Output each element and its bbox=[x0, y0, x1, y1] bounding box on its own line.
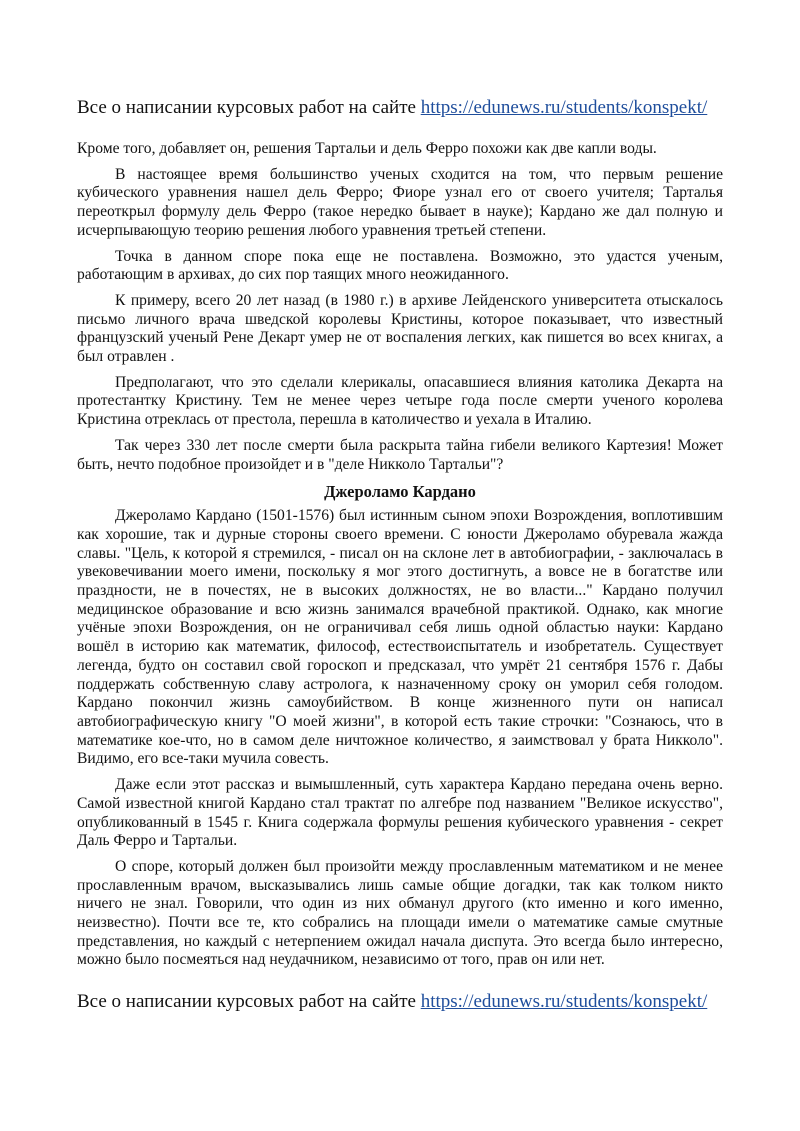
paragraph: Кроме того, добавляет он, решения Тартальи и дель Ферро похожи как две капли воды. bbox=[77, 140, 657, 157]
header-link[interactable]: https://edunews.ru/students/konspekt/ bbox=[420, 97, 708, 118]
footer-text: Все о написании курсовых работ на сайте bbox=[77, 991, 421, 1012]
page-footer bbox=[77, 990, 737, 1014]
page-header bbox=[77, 96, 737, 120]
document-body bbox=[77, 140, 723, 977]
header-text: Все о написании курсовых работ на сайте bbox=[77, 97, 421, 118]
section-title: Джероламо Кардано bbox=[324, 482, 476, 502]
paragraph: В настоящее время большинство ученых сходится на том, что первым решение кубического уравнения нашел дель Ферро; Фиоре узнал его от своего учителя; Тарталья переоткрыл формулу дель Ферро (такое нередко бывает в науке); Кардано же дал полную и исчерпывающую теорию решения любого уравнения третьей степени. bbox=[77, 165, 723, 239]
paragraph: О споре, который должен был произойти между прославленным математиком и не менее прославленным врачом, высказывались лишь самые общие догадки, так как толком никто ничего не знал. Говорили, что один из них обманул другого (кто именно и кого именно, неизвестно). Почти все те, кто собрались на площади имели о математике самые смутные представления, но каждый с нетерпением ожидал начала диспута. Это всегда было интересно, можно было посмеяться над неудачником, независимо от того, прав он или нет. bbox=[77, 857, 723, 969]
footer-link[interactable]: https://edunews.ru/students/konspekt/ bbox=[420, 991, 708, 1012]
paragraph: К примеру, всего 20 лет назад (в 1980 г.) в архиве Лейденского университета отыскалось письмо личного врача шведской королевы Кристины, которое показывает, что известный французский ученый Рене Декарт умер не от воспаления легких, как пишется во всех книгах, а был отравлен . bbox=[77, 291, 723, 366]
paragraph: Предполагают, что это сделали клерикалы, опасавшиеся влияния католика Декарта на протестантку Кристину. Тем не менее через четыре года после смерти ученого королева Кристина отреклась от престола, перешла в католичество и уехала в Италию. bbox=[77, 373, 723, 429]
paragraph: Так через 330 лет после смерти была раскрыта тайна гибели великого Картезия! Может быть, нечто подобное произойдет и в "деле Никколо Тартальи"? bbox=[77, 436, 723, 473]
paragraph: Даже если этот рассказ и вымышленный, суть характера Кардано передана очень верно. Самой известной книгой Кардано стал трактат по алгебре под названием "Великое искусство", опубликованный в 1545 г. Книга содержала формулы решения кубического уравнения - секрет Даль Ферро и Тартальи. bbox=[77, 776, 723, 850]
paragraph: Точка в данном споре пока еще не поставлена. Возможно, это удастся ученым, работающим в архивах, до сих пор таящих много неожиданного. bbox=[77, 247, 723, 284]
paragraph: Джероламо Кардано (1501-1576) был истинным сыном эпохи Возрождения, воплотившим как хорошие, так и дурные стороны своего времени. С юности Джероламо обуревала жажда славы. "Цель, к которой я стремился, - писал он на склоне лет в автобиографии, - заключалась в увековечивании моего имени, поскольку я мог этого достигнуть, а вовсе не в богатстве или праздности, не в почестях, не в высоких должностях, не во власти..." Кардано получил медицинское образование и всю жизнь занимался врачебной практикой. Однако, как многие учёные эпохи Возрождения, он не ограничивал себя лишь одной областью науки: Кардано вошёл в историю как математик, философ, естествоиспытатель и изобретатель. Существует легенда, будто он составил свой гороскоп и предсказал, что умрёт 21 сентября 1576 г. Дабы поддержать собственную славу астролога, к назначенному сроку он уморил себя голодом. Кардано покончил жизнь самоубийством. В конце жизненного пути он написал автобиографическую книгу "О моей жизни", в которой есть такие строчки: "Сознаюсь, что в математике кое-что, но в самом деле ничтожное количество, я заимствовал у брата Никколо". Видимо, его все-таки мучила совесть. bbox=[77, 507, 723, 768]
